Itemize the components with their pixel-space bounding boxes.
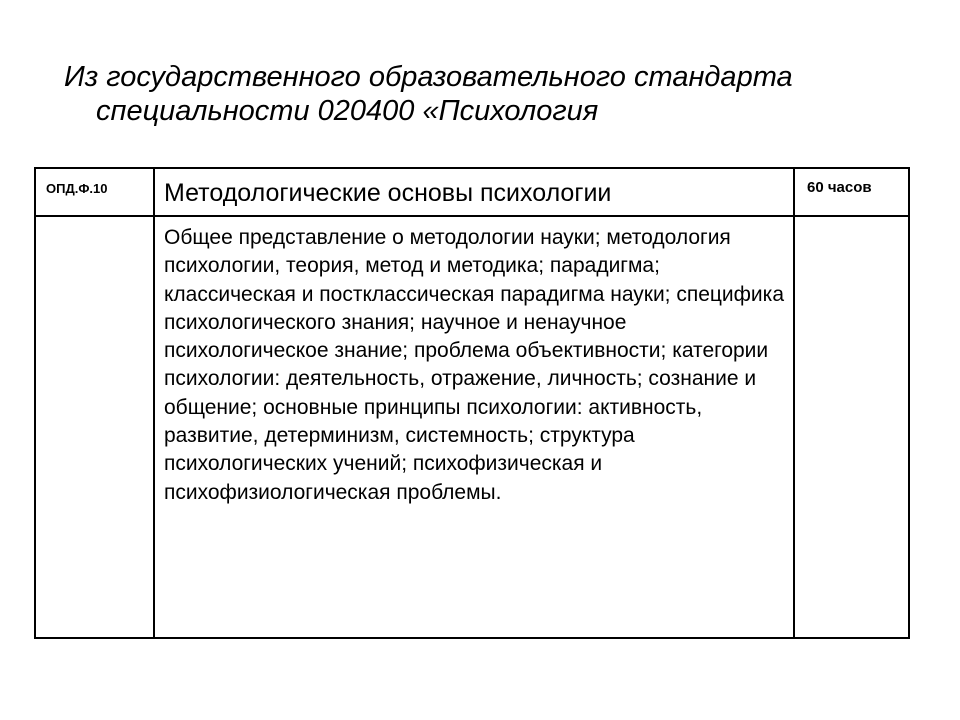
empty-hours-cell bbox=[794, 216, 909, 638]
course-header-row bbox=[35, 168, 909, 216]
course-table bbox=[34, 167, 910, 639]
course-description-row bbox=[35, 216, 909, 638]
course-code-cell bbox=[35, 168, 154, 216]
empty-code-cell bbox=[35, 216, 154, 638]
subject-title: Методологические основы психологии bbox=[164, 179, 612, 207]
hours-cell bbox=[794, 168, 909, 216]
course-description: Общее представление о методологии науки; методология психологии, теория, метод и методика; парадигма; классическая и постклассическая парадигма науки; специфика психологического знания; научное и ненаучное психологическое знание; проблема объективности; категории психологии: деятельность, отражение, личность; сознание и общение; основные принципы психологии: активность, развитие, детерминизм, системность; структура психологических учений; психофизическая и психофизиологическая проблемы. bbox=[164, 226, 784, 504]
slide-title bbox=[64, 60, 924, 128]
description-cell bbox=[154, 216, 794, 638]
slide-title-line-2: специальности 020400 «Психология bbox=[96, 95, 599, 127]
course-code: ОПД.Ф.10 bbox=[46, 181, 108, 196]
slide-title-line-1: Из государственного образовательного стандарта bbox=[64, 61, 793, 93]
course-hours: 60 часов bbox=[807, 179, 872, 196]
subject-cell bbox=[154, 168, 794, 216]
